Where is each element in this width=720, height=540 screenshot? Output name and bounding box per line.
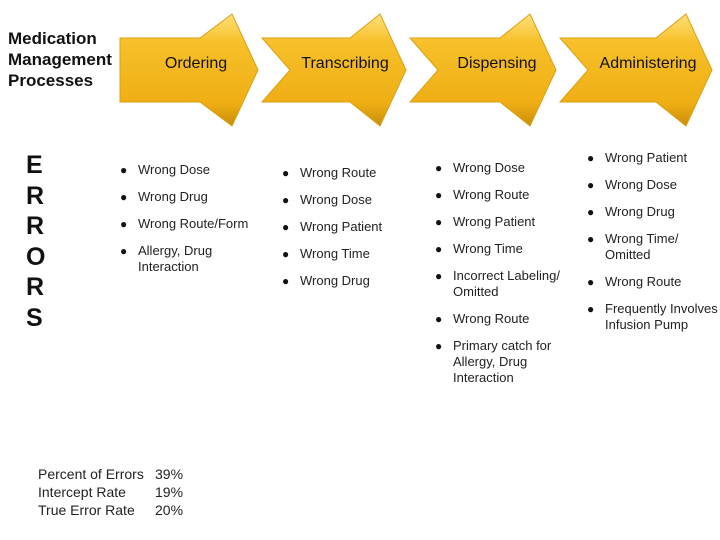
bullet-icon: ● [587, 302, 595, 316]
stage-label-ordering: Ordering [164, 55, 228, 72]
error-item [282, 273, 382, 289]
dispensing-errors-list [435, 160, 560, 397]
errors-letter: R [26, 212, 45, 240]
error-item-text: Primary catch for [453, 338, 552, 353]
bullet-icon: ● [435, 242, 443, 256]
bullet-icon: ● [587, 232, 595, 246]
stat-label: Intercept Rate [38, 484, 126, 500]
error-item [587, 177, 718, 193]
stage-label-dispensing: Dispensing [457, 55, 537, 72]
error-item-text: Wrong Route [453, 311, 530, 326]
error-item-text: Wrong Time [453, 241, 523, 256]
error-item [120, 243, 248, 275]
stat-row [38, 483, 183, 501]
error-item [587, 301, 718, 333]
error-item-text: Wrong Drug [605, 204, 675, 219]
bullet-icon: ● [120, 190, 128, 204]
error-item-text: Frequently Involves [605, 301, 718, 316]
stat-label: True Error Rate [38, 502, 135, 518]
error-item [587, 204, 718, 220]
bullet-icon: ● [587, 205, 595, 219]
transcribing-errors-list [282, 165, 383, 300]
stat-value: 19% [155, 484, 184, 500]
bullet-icon: ● [120, 244, 128, 258]
error-item-text: Wrong Patient [300, 219, 383, 234]
error-item-text: Wrong Drug [138, 189, 208, 204]
error-item-text: Wrong Patient [453, 214, 536, 229]
error-item [435, 160, 560, 176]
administering-errors-list [587, 150, 718, 344]
stage-label-transcribing: Transcribing [301, 55, 389, 72]
errors-letter: E [26, 151, 43, 179]
error-item [587, 150, 718, 166]
bullet-icon: ● [435, 312, 443, 326]
bullet-icon: ● [435, 269, 443, 283]
error-item-text: Wrong Time [300, 246, 370, 261]
error-item-text: Wrong Route [453, 187, 530, 202]
stat-value: 39% [155, 466, 184, 482]
error-item [282, 165, 382, 181]
error-item [435, 268, 560, 300]
error-item-text: Incorrect Labeling/ [453, 268, 560, 283]
error-item [435, 338, 560, 386]
error-item [435, 214, 560, 230]
error-item [435, 241, 560, 257]
stat-row [38, 501, 183, 519]
stat-value: 20% [155, 502, 184, 518]
errors-letter: R [26, 181, 45, 210]
bullet-icon: ● [435, 339, 443, 353]
error-item [120, 162, 248, 178]
error-item-text: Allergy, Drug [453, 354, 528, 369]
title-line: Management [8, 50, 112, 69]
bullet-icon: ● [120, 163, 128, 177]
bullet-icon: ● [587, 151, 595, 165]
error-item-text: Omitted [605, 247, 651, 262]
bullet-icon: ● [282, 247, 290, 261]
bullet-icon: ● [282, 220, 290, 234]
error-item [587, 274, 718, 290]
error-statistics [38, 465, 183, 519]
error-item-text: Infusion Pump [605, 317, 689, 332]
error-item-text: Wrong Dose [300, 192, 373, 207]
error-item-text: Wrong Dose [605, 177, 678, 192]
bullet-icon: ● [587, 178, 595, 192]
error-item-text: Wrong Drug [300, 273, 370, 288]
error-item [120, 189, 248, 205]
error-item-text: Interaction [138, 259, 199, 274]
bullet-icon: ● [587, 275, 595, 289]
error-item [282, 219, 383, 235]
bullet-icon: ● [435, 215, 443, 229]
error-item [587, 231, 718, 263]
title-line: Processes [8, 71, 94, 90]
error-item [120, 216, 249, 232]
error-item-text: Wrong Dose [453, 160, 526, 175]
errors-vertical-label [26, 150, 45, 333]
error-item [435, 311, 560, 327]
error-item [282, 192, 382, 208]
error-item-text: Wrong Route/Form [138, 216, 249, 231]
bullet-icon: ● [282, 274, 290, 288]
error-item-text: Allergy, Drug [138, 243, 213, 258]
error-item-text: Wrong Dose [138, 162, 211, 177]
bullet-icon: ● [282, 166, 290, 180]
errors-letter: O [26, 242, 46, 271]
error-item-text: Wrong Patient [605, 150, 688, 165]
error-item-text: Interaction [453, 370, 514, 385]
ordering-errors-list [120, 162, 249, 286]
bullet-icon: ● [435, 188, 443, 202]
errors-letter: R [26, 273, 45, 301]
error-item-text: Wrong Route [605, 274, 682, 289]
error-item-text: Wrong Route [300, 165, 377, 180]
stage-label-administering: Administering [599, 55, 697, 72]
error-item [282, 246, 382, 262]
bullet-icon: ● [120, 217, 128, 231]
error-item-text: Omitted [453, 284, 499, 299]
title-line: Medication [8, 29, 97, 48]
error-item-text: Wrong Time/ [605, 231, 679, 246]
bullet-icon: ● [282, 193, 290, 207]
errors-letter: S [26, 303, 43, 332]
stat-row [38, 465, 183, 483]
bullet-icon: ● [435, 161, 443, 175]
error-item [435, 187, 560, 203]
stat-label: Percent of Errors [38, 466, 144, 482]
